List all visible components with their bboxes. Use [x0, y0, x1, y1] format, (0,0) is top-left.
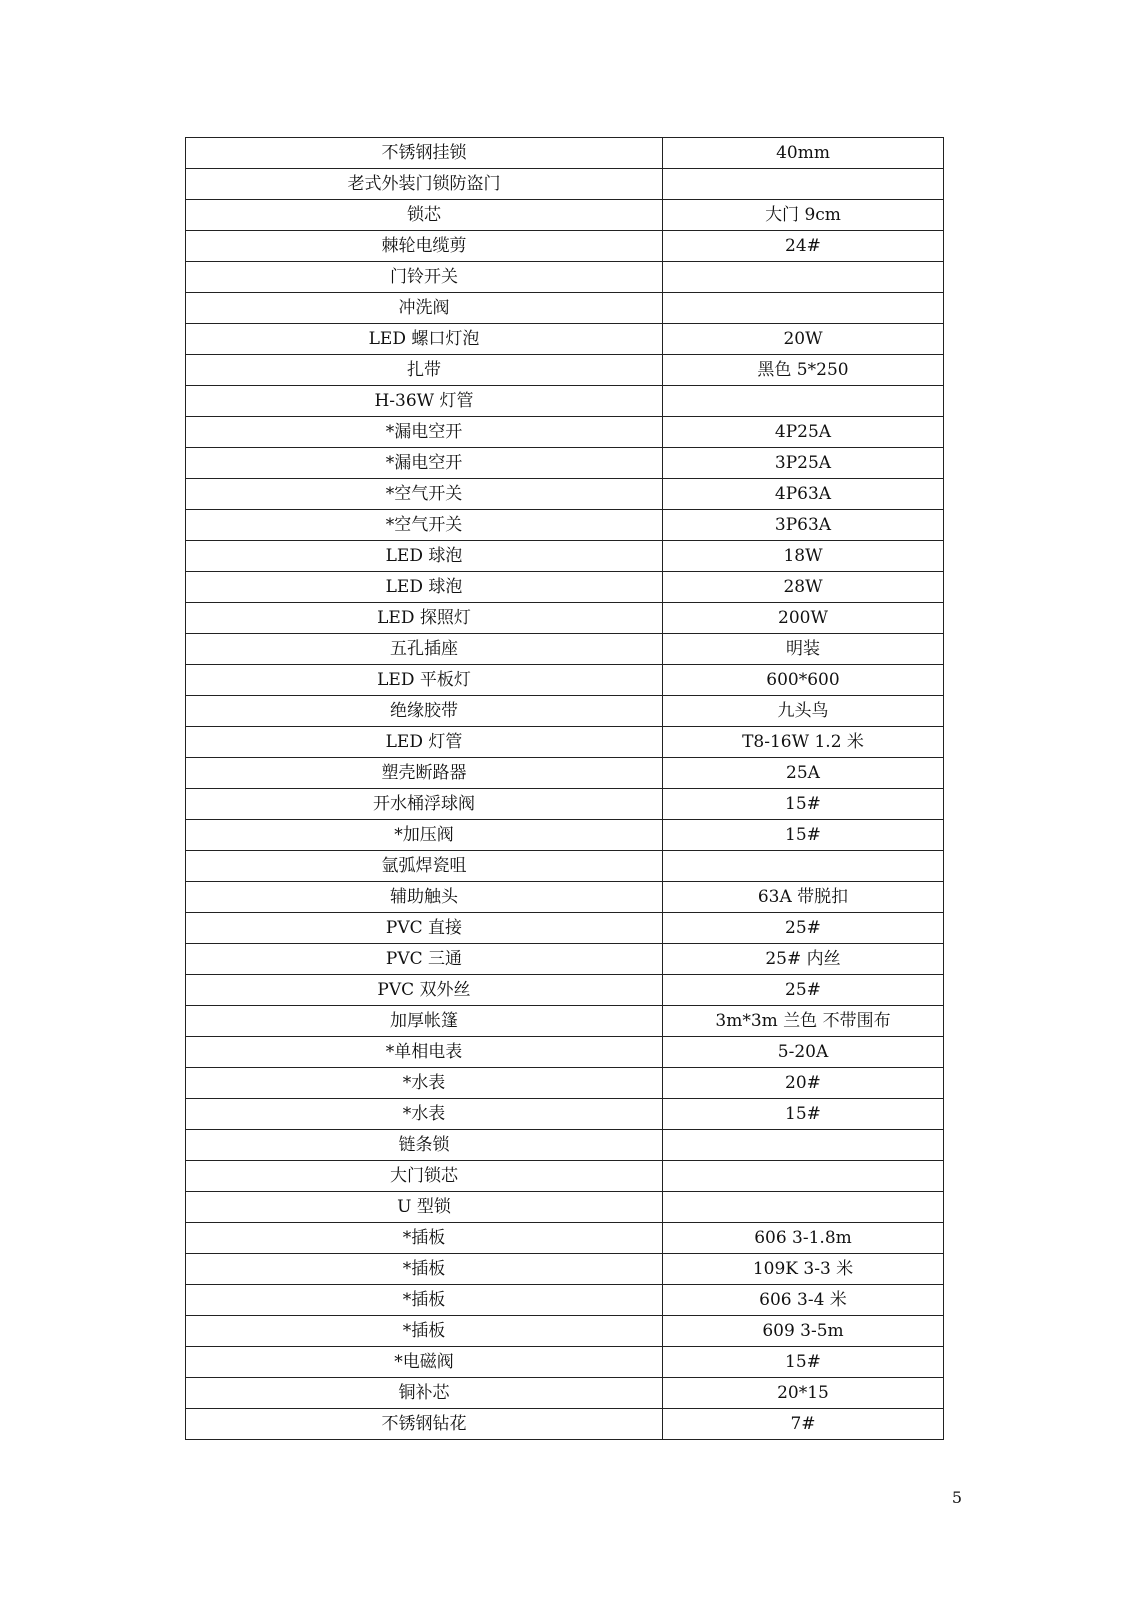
- item-spec-cell: 25#: [663, 913, 944, 944]
- item-spec-cell: 18W: [663, 541, 944, 572]
- item-name-cell: *插板: [186, 1285, 663, 1316]
- item-name-cell: 五孔插座: [186, 634, 663, 665]
- item-spec-cell: T8-16W 1.2 米: [663, 727, 944, 758]
- item-spec-cell: 600*600: [663, 665, 944, 696]
- materials-table: [185, 137, 944, 1440]
- item-spec-cell: 4P25A: [663, 417, 944, 448]
- item-spec-cell: 63A 带脱扣: [663, 882, 944, 913]
- item-name-cell: *电磁阀: [186, 1347, 663, 1378]
- item-spec-cell: 109K 3-3 米: [663, 1254, 944, 1285]
- item-spec-cell: 15#: [663, 820, 944, 851]
- item-spec-cell: 28W: [663, 572, 944, 603]
- item-name-cell: 加厚帐篷: [186, 1006, 663, 1037]
- item-name-cell: 开水桶浮球阀: [186, 789, 663, 820]
- item-spec-cell: 3P25A: [663, 448, 944, 479]
- item-name-cell: 辅助触头: [186, 882, 663, 913]
- table-row: [186, 1161, 944, 1192]
- table-row: [186, 1409, 944, 1440]
- item-spec-cell: 606 3-1.8m: [663, 1223, 944, 1254]
- item-name-cell: PVC 三通: [186, 944, 663, 975]
- item-name-cell: *空气开关: [186, 479, 663, 510]
- table-row: [186, 1347, 944, 1378]
- item-name-cell: U 型锁: [186, 1192, 663, 1223]
- item-spec-cell: 20#: [663, 1068, 944, 1099]
- table-row: [186, 510, 944, 541]
- table-row: [186, 758, 944, 789]
- table-row: [186, 913, 944, 944]
- item-spec-cell: 3m*3m 兰色 不带围布: [663, 1006, 944, 1037]
- item-spec-cell: [663, 1161, 944, 1192]
- item-spec-cell: 7#: [663, 1409, 944, 1440]
- item-name-cell: PVC 双外丝: [186, 975, 663, 1006]
- table-row: [186, 696, 944, 727]
- table-row: [186, 1192, 944, 1223]
- item-spec-cell: 40mm: [663, 138, 944, 169]
- table-row: [186, 293, 944, 324]
- item-name-cell: 棘轮电缆剪: [186, 231, 663, 262]
- item-name-cell: 锁芯: [186, 200, 663, 231]
- table-row: [186, 1254, 944, 1285]
- item-name-cell: 绝缘胶带: [186, 696, 663, 727]
- table-row: [186, 479, 944, 510]
- item-name-cell: *单相电表: [186, 1037, 663, 1068]
- table-row: [186, 262, 944, 293]
- item-spec-cell: 20*15: [663, 1378, 944, 1409]
- item-name-cell: 老式外装门锁防盗门: [186, 169, 663, 200]
- table-row: [186, 603, 944, 634]
- item-name-cell: LED 球泡: [186, 572, 663, 603]
- item-spec-cell: 5-20A: [663, 1037, 944, 1068]
- item-name-cell: 铜补芯: [186, 1378, 663, 1409]
- table-row: [186, 1068, 944, 1099]
- item-spec-cell: [663, 1130, 944, 1161]
- item-spec-cell: 15#: [663, 789, 944, 820]
- table-row: [186, 169, 944, 200]
- item-spec-cell: 九头鸟: [663, 696, 944, 727]
- table-row: [186, 1378, 944, 1409]
- table-row: [186, 200, 944, 231]
- item-name-cell: *插板: [186, 1223, 663, 1254]
- table-row: [186, 851, 944, 882]
- item-spec-cell: 25#: [663, 975, 944, 1006]
- item-name-cell: 不锈钢挂锁: [186, 138, 663, 169]
- item-spec-cell: [663, 1192, 944, 1223]
- table-row: [186, 975, 944, 1006]
- table-row: [186, 1099, 944, 1130]
- item-spec-cell: 606 3-4 米: [663, 1285, 944, 1316]
- table-row: [186, 1130, 944, 1161]
- item-spec-cell: [663, 851, 944, 882]
- table-row: [186, 727, 944, 758]
- item-name-cell: LED 螺口灯泡: [186, 324, 663, 355]
- item-spec-cell: 200W: [663, 603, 944, 634]
- materials-table-body: [186, 138, 944, 1440]
- item-spec-cell: 明装: [663, 634, 944, 665]
- table-row: [186, 789, 944, 820]
- item-spec-cell: 25A: [663, 758, 944, 789]
- table-row: [186, 541, 944, 572]
- table-row: [186, 1006, 944, 1037]
- item-spec-cell: 20W: [663, 324, 944, 355]
- item-name-cell: 链条锁: [186, 1130, 663, 1161]
- item-spec-cell: [663, 262, 944, 293]
- table-row: [186, 820, 944, 851]
- item-name-cell: 不锈钢钻花: [186, 1409, 663, 1440]
- item-spec-cell: 15#: [663, 1099, 944, 1130]
- table-row: [186, 417, 944, 448]
- table-row: [186, 355, 944, 386]
- table-row: [186, 1037, 944, 1068]
- item-name-cell: H-36W 灯管: [186, 386, 663, 417]
- table-row: [186, 386, 944, 417]
- table-row: [186, 1223, 944, 1254]
- item-spec-cell: 4P63A: [663, 479, 944, 510]
- item-name-cell: *水表: [186, 1099, 663, 1130]
- item-spec-cell: 大门 9cm: [663, 200, 944, 231]
- item-name-cell: LED 灯管: [186, 727, 663, 758]
- item-name-cell: 门铃开关: [186, 262, 663, 293]
- item-spec-cell: 15#: [663, 1347, 944, 1378]
- item-spec-cell: 24#: [663, 231, 944, 262]
- table-row: [186, 882, 944, 913]
- item-name-cell: 冲洗阀: [186, 293, 663, 324]
- item-name-cell: 塑壳断路器: [186, 758, 663, 789]
- item-spec-cell: [663, 293, 944, 324]
- item-name-cell: *漏电空开: [186, 448, 663, 479]
- item-name-cell: LED 平板灯: [186, 665, 663, 696]
- table-row: [186, 665, 944, 696]
- item-name-cell: LED 探照灯: [186, 603, 663, 634]
- table-row: [186, 231, 944, 262]
- item-spec-cell: 609 3-5m: [663, 1316, 944, 1347]
- table-row: [186, 1285, 944, 1316]
- page-number: 5: [951, 1488, 963, 1507]
- item-spec-cell: 25# 内丝: [663, 944, 944, 975]
- table-row: [186, 634, 944, 665]
- table-row: [186, 1316, 944, 1347]
- table-row: [186, 572, 944, 603]
- item-name-cell: 扎带: [186, 355, 663, 386]
- item-name-cell: *水表: [186, 1068, 663, 1099]
- item-name-cell: *插板: [186, 1254, 663, 1285]
- item-name-cell: 氩弧焊瓷咀: [186, 851, 663, 882]
- item-name-cell: LED 球泡: [186, 541, 663, 572]
- item-spec-cell: [663, 386, 944, 417]
- item-name-cell: *漏电空开: [186, 417, 663, 448]
- item-name-cell: 大门锁芯: [186, 1161, 663, 1192]
- table-row: [186, 138, 944, 169]
- item-spec-cell: [663, 169, 944, 200]
- table-row: [186, 448, 944, 479]
- item-name-cell: *空气开关: [186, 510, 663, 541]
- item-spec-cell: 黑色 5*250: [663, 355, 944, 386]
- table-row: [186, 944, 944, 975]
- item-spec-cell: 3P63A: [663, 510, 944, 541]
- item-name-cell: PVC 直接: [186, 913, 663, 944]
- table-row: [186, 324, 944, 355]
- item-name-cell: *加压阀: [186, 820, 663, 851]
- item-name-cell: *插板: [186, 1316, 663, 1347]
